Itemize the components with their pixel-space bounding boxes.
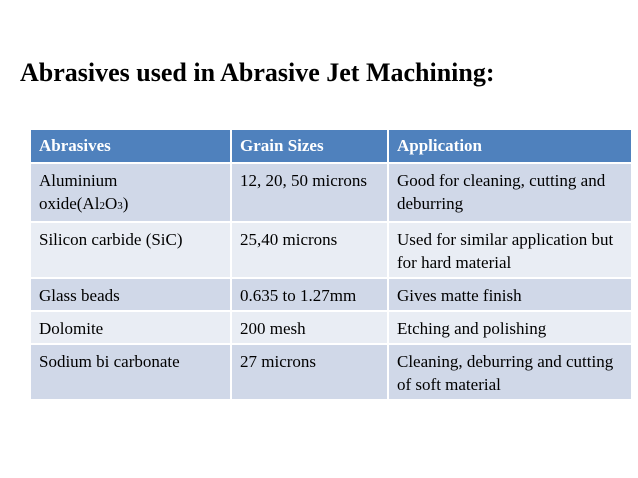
cell-application: Used for similar application but for hard material <box>388 222 631 278</box>
cell-abrasive: Silicon carbide (SiC) <box>31 222 231 278</box>
cell-abrasive <box>31 163 231 222</box>
cell-application: Cleaning, deburring and cutting of soft material <box>388 344 631 400</box>
cell-grain-size: 12, 20, 50 microns <box>231 163 388 222</box>
header-grain-sizes: Grain Sizes <box>231 130 388 163</box>
subscript-2: 2 <box>99 200 105 212</box>
table-row <box>31 278 631 311</box>
abrasive-formula-mid: O <box>104 194 118 213</box>
header-application: Application <box>388 130 631 163</box>
cell-abrasive: Dolomite <box>31 311 231 344</box>
table-row <box>31 311 631 344</box>
cell-abrasive: Glass beads <box>31 278 231 311</box>
cell-application: Gives matte finish <box>388 278 631 311</box>
cell-application: Good for cleaning, cutting and deburring <box>388 163 631 222</box>
abrasive-formula-prefix: oxide(Al <box>39 194 100 213</box>
cell-grain-size: 0.635 to 1.27mm <box>231 278 388 311</box>
abrasives-table <box>31 130 631 401</box>
header-abrasives: Abrasives <box>31 130 231 163</box>
table-row <box>31 222 631 278</box>
cell-abrasive: Sodium bi carbonate <box>31 344 231 400</box>
table-row <box>31 163 631 222</box>
subscript-3: 3 <box>117 200 123 212</box>
abrasive-formula-suffix: ) <box>122 194 129 213</box>
cell-application: Etching and polishing <box>388 311 631 344</box>
table-row <box>31 344 631 400</box>
slide-title: Abrasives used in Abrasive Jet Machining: <box>20 58 495 87</box>
cell-grain-size: 25,40 microns <box>231 222 388 278</box>
abrasive-line1: Aluminium <box>39 171 118 190</box>
cell-grain-size: 200 mesh <box>231 311 388 344</box>
cell-grain-size: 27 microns <box>231 344 388 400</box>
table-header-row <box>31 130 631 163</box>
